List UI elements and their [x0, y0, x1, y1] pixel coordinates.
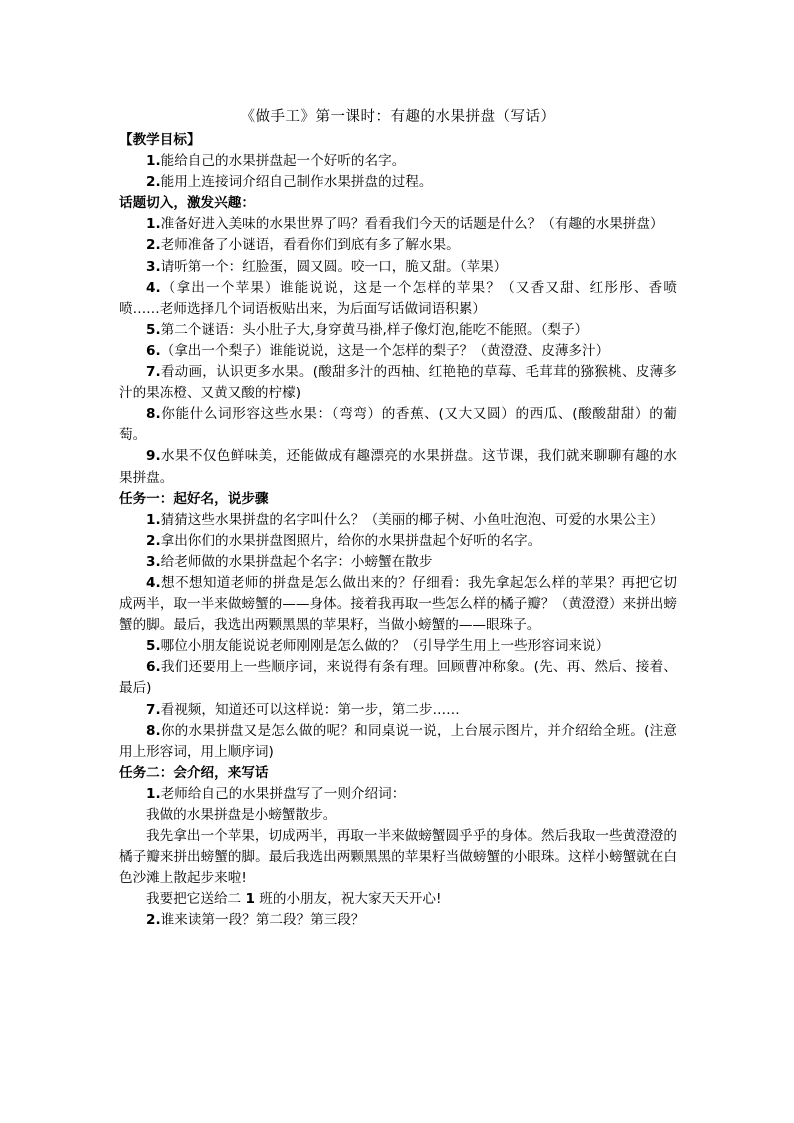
intro-text: 请听第一个：红脸蛋，圆又圆。咬一口，脆又甜。（苹果）: [160, 258, 508, 275]
task1-item: [119, 721, 677, 763]
goal-number: 1.: [146, 153, 161, 170]
intro-number: 5.: [146, 321, 161, 338]
intro-item: [119, 235, 677, 256]
intro-item: [119, 278, 677, 320]
goal-item: [119, 151, 677, 172]
task1-number: 5.: [146, 638, 161, 655]
intro-item: [119, 320, 677, 341]
intro-number: 1.: [146, 216, 161, 233]
intro-text: （拿出一个梨子）谁能说说，这是一个怎样的梨子？（黄澄澄、皮薄多汁）: [160, 342, 610, 359]
task1-text: 想不想知道老师的拼盘是怎么做出来的？仔细看：我先拿起怎么样的苹果？再把它切成两半，取一半来做螃蟹的——身体。接着我再取一些怎么样的橘子瓣？（黄澄澄）来拼出螃蟹的脚。最后，我选出两颗黑黑的苹果籽，当做小螃蟹的——眼珠子。: [119, 574, 677, 634]
intro-number: 6.: [146, 342, 161, 359]
intro-text: 水果不仅色鲜味美，还能做成有趣漂亮的水果拼盘。这节课，我们就来聊聊有趣的水果拼盘。: [119, 448, 677, 486]
task2-number: 2.: [146, 912, 161, 929]
task1-item: [119, 552, 677, 573]
intro-text: 看动画，认识更多水果。(酸甜多汁的西柚、红艳艳的草莓、毛茸茸的猕猴桃、皮薄多汁的果冻橙、又黄又酸的柠檬): [119, 364, 677, 402]
task1-item: [119, 573, 677, 636]
task1-text: 给老师做的水果拼盘起个名字：小螃蟹在散步: [160, 553, 433, 570]
task2-text: 老师给自己的水果拼盘写了一则介绍词：: [160, 785, 406, 802]
intro-number: 4.: [146, 279, 161, 296]
intro-text: 你能什么词形容这些水果：（弯弯）的香蕉、(又大又圆）的西瓜、(酸酸甜甜）的葡萄。: [119, 406, 677, 444]
task1-number: 3.: [146, 553, 161, 570]
intro-number: 9.: [146, 448, 161, 465]
intro-item: [119, 257, 677, 278]
sample-paragraph: 我做的水果拼盘是小螃蟹散步。: [146, 807, 337, 823]
task1-item: [119, 636, 677, 657]
goal-text: 能用上连接词介绍自己制作水果拼盘的过程。: [160, 174, 433, 191]
wish-class-number: 1: [245, 891, 255, 908]
goal-item: [119, 172, 677, 193]
task1-heading: 任务一：起好名，说步骤: [119, 490, 269, 507]
intro-item: [119, 446, 677, 488]
page-title: 《做手工》第一课时：有趣的水果拼盘（写话）: [240, 109, 556, 125]
task1-text: 哪位小朋友能说说老师刚刚是怎么做的？（引导学生用上一些形容词来说）: [160, 638, 610, 655]
task2-item: [119, 784, 677, 805]
intro-number: 7.: [146, 364, 161, 381]
goals-heading: 【教学目标】: [119, 132, 201, 148]
task1-number: 2.: [146, 532, 161, 549]
intro-text: （拿出一个苹果）谁能说说，这是一个怎样的苹果？（又香又甜、红彤彤、香喷喷……老师选择几个词语板贴出来，为后面写话做词语积累）: [119, 279, 677, 317]
task2-heading: 任务二：会介绍，来写话: [119, 764, 269, 781]
task1-item: [119, 700, 677, 721]
intro-number: 3.: [146, 258, 161, 275]
task1-text: 拿出你们的水果拼盘图照片，给你的水果拼盘起个好听的名字。: [160, 532, 542, 549]
sample-paragraph: 我先拿出一个苹果，切成两半，再取一半来做螃蟹圆乎乎的身体。然后我取一些黄澄澄的橘子瓣来拼出螃蟹的脚。最后我选出两颗黑黑的苹果籽当做螃蟹的小眼珠。这样小螃蟹就在白色沙滩上散起步来啦!: [119, 828, 677, 887]
intro-item: [119, 214, 677, 235]
task1-text: 我们还要用上一些顺序词，来说得有条有理。回顾曹冲称象。(先、再、然后、接着、最后): [119, 659, 677, 697]
task1-text: 猜猜这些水果拼盘的名字叫什么？（美丽的椰子树、小鱼吐泡泡、可爱的水果公主）: [160, 511, 664, 528]
intro-item: [119, 341, 677, 362]
intro-number: 8.: [146, 406, 161, 423]
intro-text: 老师准备了小谜语，看看你们到底有多了解水果。: [160, 237, 460, 254]
task1-item: [119, 657, 677, 699]
task1-text: 你的水果拼盘又是怎么做的呢？和同桌说一说，上台展示图片，并介绍给全班。(注意用上形容词，用上顺序词): [119, 722, 677, 760]
intro-item: [119, 362, 677, 404]
task2-text: 谁来读第一段？第二段？第三段？: [160, 912, 365, 929]
task1-item: [119, 510, 677, 531]
task1-number: 8.: [146, 722, 161, 739]
goal-text: 能给自己的水果拼盘起一个好听的名字。: [160, 153, 406, 170]
task1-number: 1.: [146, 511, 161, 528]
lesson-plan-page: [119, 106, 677, 932]
intro-heading: 话题切入，激发兴趣：: [119, 195, 255, 212]
task2-item: [119, 910, 677, 931]
intro-text: 第二个谜语：头小肚子大,身穿黄马褂,样子像灯泡,能吃不能照。（梨子）: [160, 321, 589, 338]
task2-number: 1.: [146, 785, 161, 802]
task1-number: 6.: [146, 659, 161, 676]
wish-text-post: 班的小朋友，祝大家天天开心!: [254, 891, 442, 908]
task1-item: [119, 531, 677, 552]
intro-text: 准备好进入美味的水果世界了吗？看看我们今天的话题是什么？（有趣的水果拼盘）: [160, 216, 664, 233]
task1-number: 7.: [146, 701, 161, 718]
sample-wish: [119, 889, 677, 910]
task1-number: 4.: [146, 574, 161, 591]
wish-text-pre: 我要把它送给二: [146, 891, 246, 908]
intro-item: [119, 404, 677, 446]
intro-number: 2.: [146, 237, 161, 254]
task1-text: 看视频，知道还可以这样说：第一步，第二步……: [160, 701, 460, 718]
goal-number: 2.: [146, 174, 161, 191]
